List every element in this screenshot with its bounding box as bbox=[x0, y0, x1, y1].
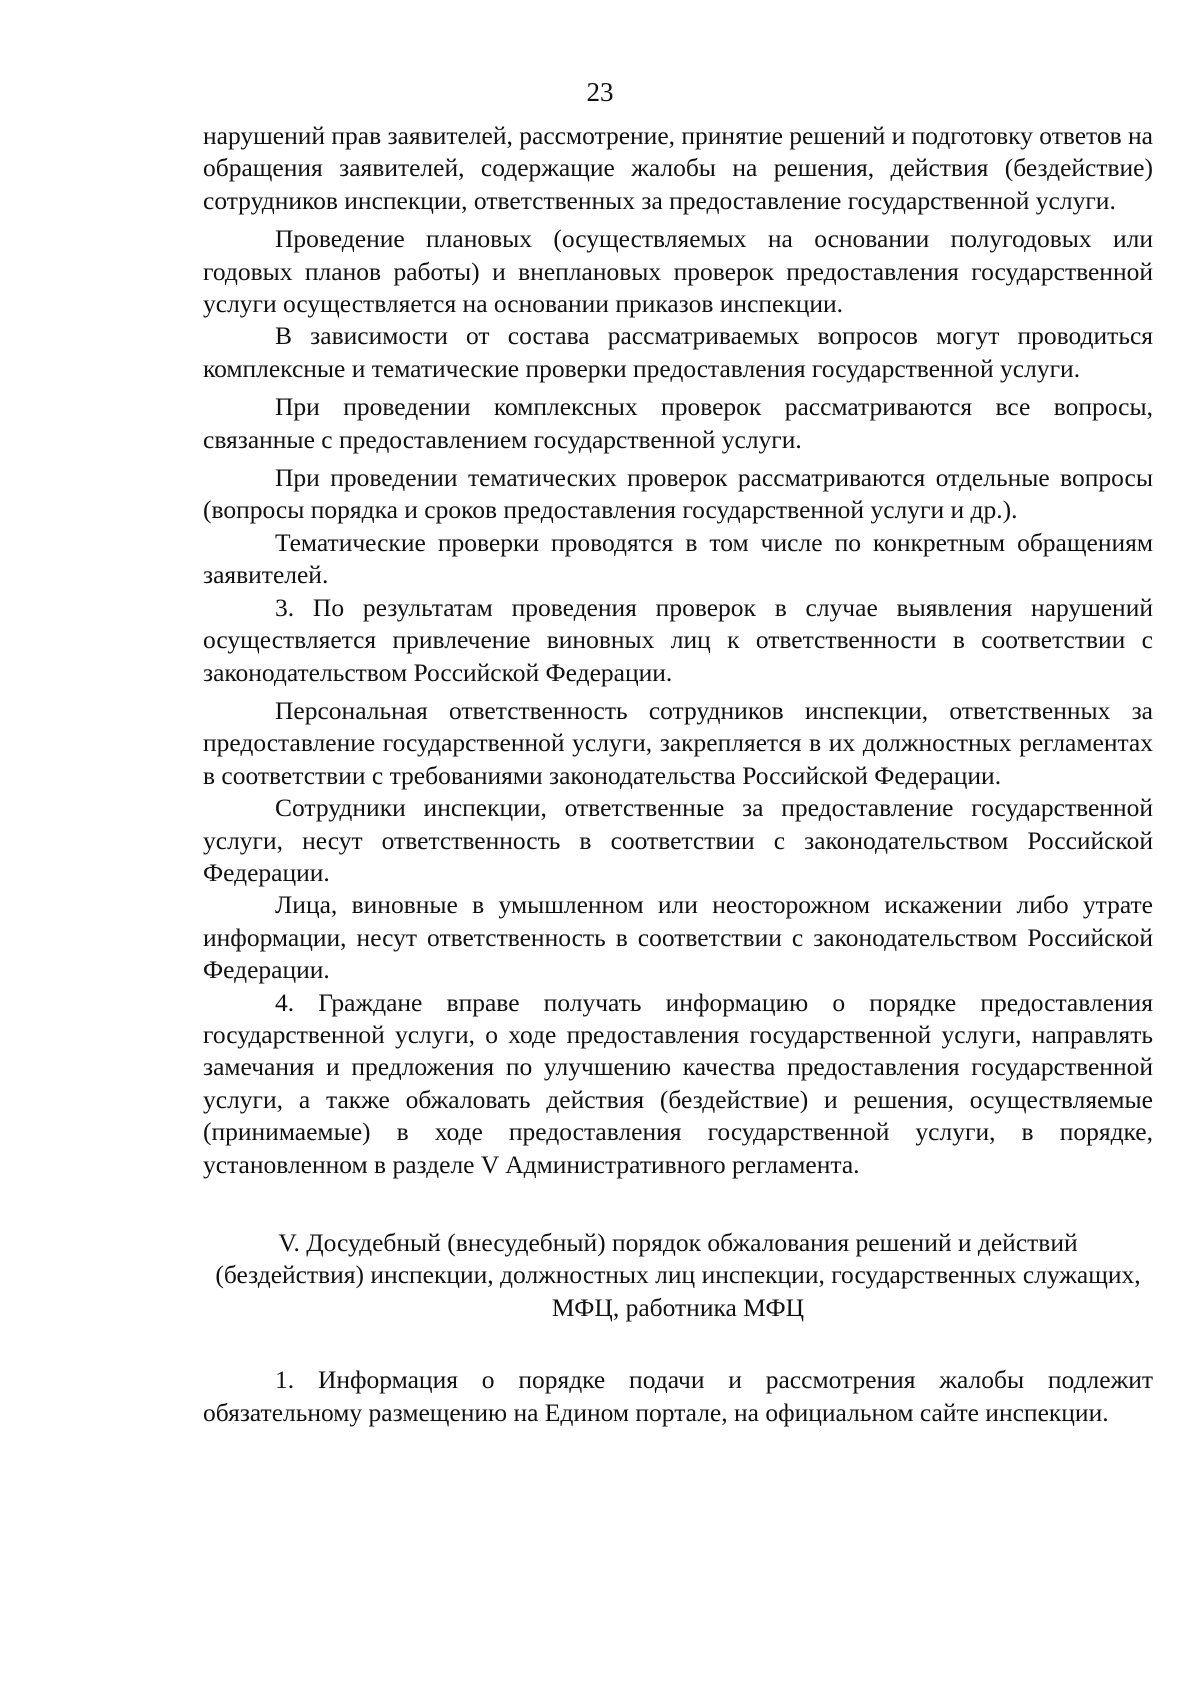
paragraph: При проведении тематических проверок рассматриваются отдельные вопросы (вопросы порядка и сроков предоставления государственной услуги и др.). bbox=[203, 463, 1153, 525]
section-heading: V. Досудебный (внесудебный) порядок обжалования решений и действий (бездействия) инспекции, должностных лиц инспекции, государственных служащих, МФЦ, работника МФЦ bbox=[215, 1228, 1141, 1322]
paragraph: Лица, виновные в умышленном или неосторожном искажении либо утрате информации, несут ответственность в соответствии с законодательством Российской Федерации. bbox=[203, 890, 1153, 985]
paragraph: При проведении комплексных проверок рассматриваются все вопросы, связанные с предоставлением государственной услуги. bbox=[203, 392, 1153, 454]
paragraph: Тематические проверки проводятся в том числе по конкретным обращениям заявителей. bbox=[203, 527, 1153, 590]
paragraph: Сотрудники инспекции, ответственные за предоставление государственной услуги, несут ответственность в соответствии с законодательством Российской Федерации. bbox=[203, 793, 1153, 887]
document-body bbox=[203, 120, 1153, 1429]
paragraph: 4. Граждане вправе получать информацию о порядке предоставления государственной услуги, о ходе предоставления государственной услуги, направлять замечания и предложения по улучшению качества предоставления государственной услуги, а также обжаловать действия (бездействие) и решения, осуществляемые (принимаемые) в ходе предоставления государственной услуги, в порядке, установленном в разделе V Административного регламента. bbox=[203, 987, 1153, 1179]
paragraph: Персональная ответственность сотрудников инспекции, ответственных за предоставление государственной услуги, закрепляется в их должностных регламентах в соответствии с требованиями законодательства Российской Федерации. bbox=[203, 695, 1153, 790]
paragraph: 1. Информация о порядке подачи и рассмотрения жалобы подлежит обязательному размещению на Едином портале, на официальном сайте инспекции. bbox=[203, 1365, 1153, 1427]
paragraph: 3. По результатам проведения проверок в случае выявления нарушений осуществляется привлечение виновных лиц к ответственности в соответствии с законодательством Российской Федерации. bbox=[203, 592, 1153, 687]
paragraph: нарушений прав заявителей, рассмотрение, принятие решений и подготовку ответов на обращения заявителей, содержащие жалобы на решения, действия (бездействие) сотрудников инспекции, ответственных за предоставление государственной услуги. bbox=[203, 121, 1153, 215]
paragraph: В зависимости от состава рассматриваемых вопросов могут проводиться комплексные и тематические проверки предоставления государственной услуги. bbox=[203, 321, 1153, 383]
page-number: 23 bbox=[586, 77, 614, 107]
paragraph: Проведение плановых (осуществляемых на основании полугодовых или годовых планов работы) и внеплановых проверок предоставления государственной услуги осуществляется на основании приказов инспекции. bbox=[203, 224, 1153, 319]
